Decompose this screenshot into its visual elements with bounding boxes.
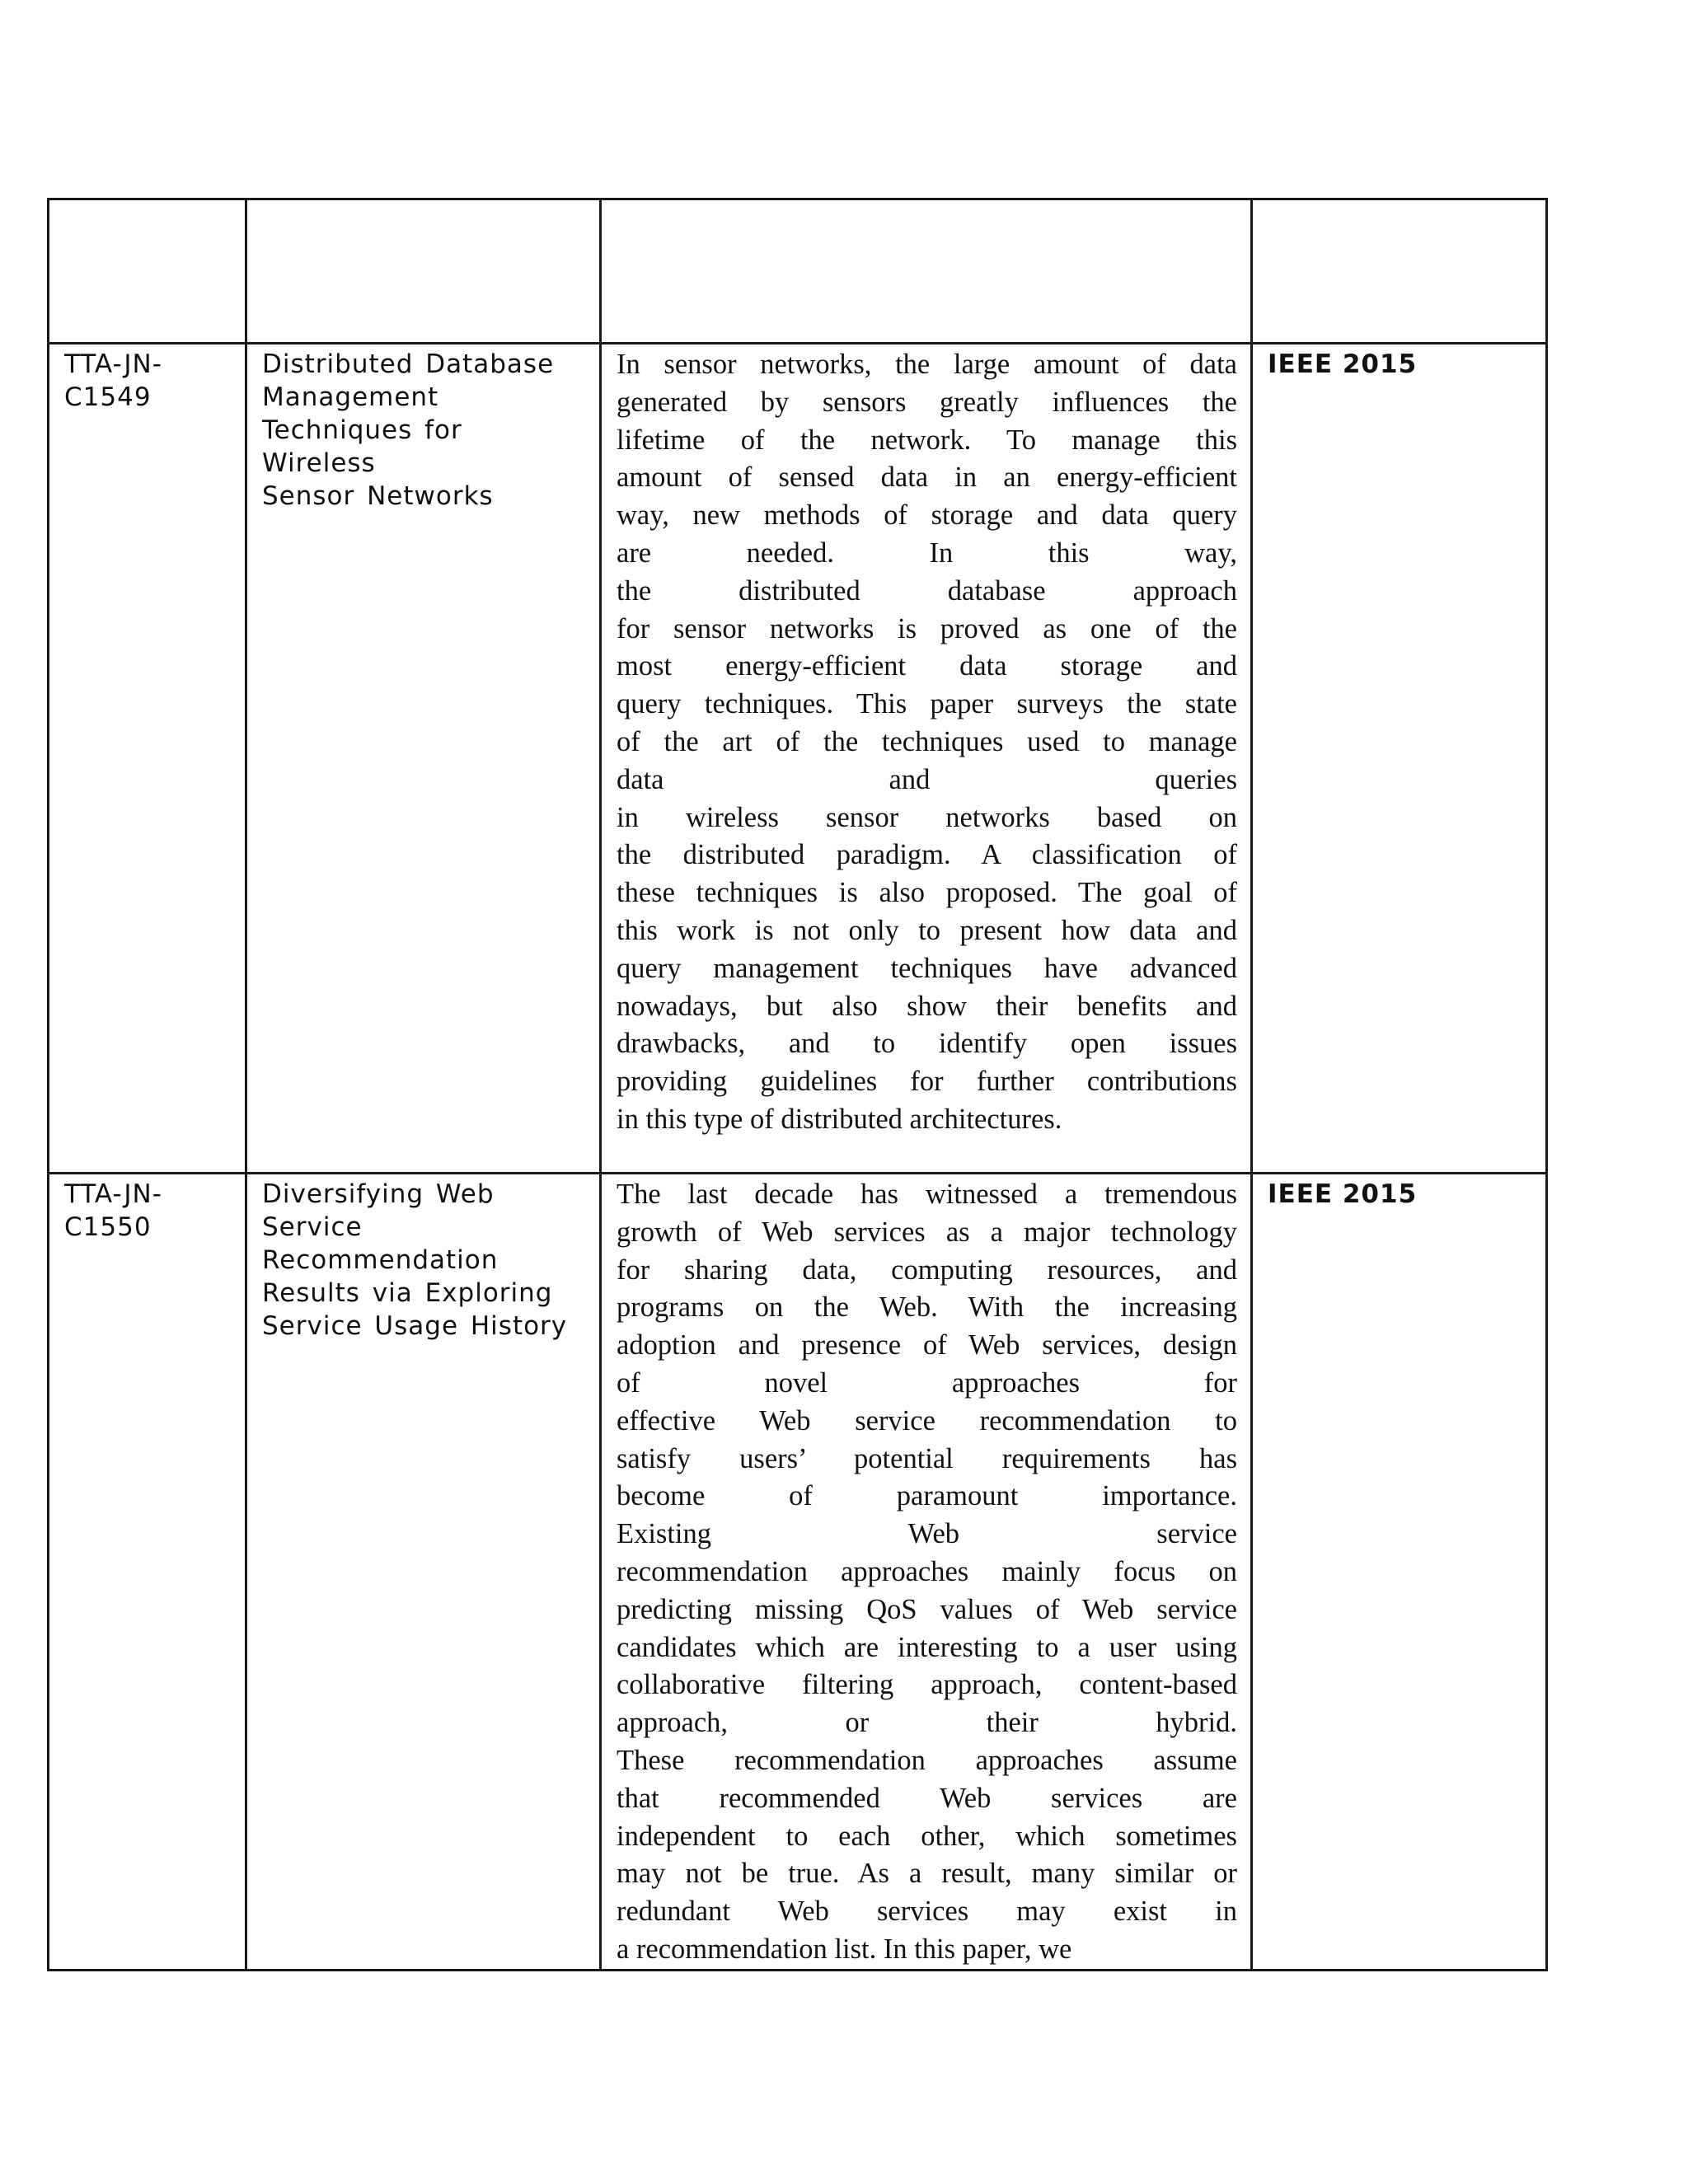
abstract-line: these techniques is also proposed. The goal of — [617, 877, 1237, 909]
blank-cell-source — [1252, 199, 1547, 344]
abstract-line: that recommended Web services are — [617, 1782, 1237, 1814]
project-id — [49, 344, 245, 414]
abstract-line: of the art of the techniques used to manage — [617, 725, 1237, 757]
blank-cell-title — [246, 199, 601, 344]
projects-table — [47, 198, 1548, 1971]
abstract-line: recommendation approaches mainly focus on — [617, 1555, 1237, 1587]
id-line: TTA-JN- — [64, 349, 162, 379]
project-title — [247, 1174, 599, 1343]
abstract-line: nowadays, but also show their benefits and — [617, 990, 1237, 1022]
abstract-line: In sensor networks, the large amount of data — [617, 349, 1237, 380]
abstract-line: query techniques. This paper surveys the state — [617, 688, 1237, 720]
project-title-cell — [246, 344, 601, 1174]
abstract-line: collaborative filtering approach, content-based — [617, 1669, 1237, 1701]
abstract-line: of novel approaches for — [617, 1366, 1237, 1399]
title-line: Management — [262, 382, 439, 412]
abstract-line: data and queries — [617, 763, 1237, 795]
project-id — [49, 1174, 245, 1244]
abstract-line: the distributed paradigm. A classification of — [617, 839, 1237, 871]
title-line: Distributed Database — [262, 349, 555, 379]
id-line: TTA-JN- — [64, 1179, 162, 1209]
project-abstract-cell — [601, 1174, 1252, 1971]
project-id-cell — [49, 344, 246, 1174]
title-line: Service Usage History — [262, 1311, 568, 1341]
abstract-line: amount of sensed data in an energy-efficient — [617, 462, 1237, 494]
abstract-line: programs on the Web. With the increasing — [617, 1291, 1237, 1324]
abstract-line: a recommendation list. In this paper, we — [617, 1933, 1072, 1965]
abstract-line: drawbacks, and to identify open issues — [617, 1028, 1237, 1060]
title-line: Recommendation — [262, 1245, 499, 1275]
abstract-line: in wireless sensor networks based on — [617, 801, 1237, 833]
project-source-cell — [1252, 1174, 1547, 1971]
abstract-line: this work is not only to present how data and — [617, 914, 1237, 946]
project-abstract-cell — [601, 344, 1252, 1174]
abstract-line: way, new methods of storage and data query — [617, 499, 1237, 532]
abstract-line: independent to each other, which sometimes — [617, 1820, 1237, 1852]
project-abstract — [602, 344, 1250, 1139]
abstract-line: are needed. In this way, — [617, 537, 1237, 569]
project-title-cell — [246, 1174, 601, 1971]
abstract-line: become of paramount importance. — [617, 1480, 1237, 1512]
abstract-line: most energy-efficient data storage and — [617, 650, 1237, 682]
abstract-line: query management techniques have advanced — [617, 952, 1237, 984]
title-line: Diversifying Web — [262, 1179, 495, 1209]
abstract-line: may not be true. As a result, many similar or — [617, 1858, 1237, 1890]
blank-cell-id — [49, 199, 246, 344]
abstract-line: generated by sensors greatly influences the — [617, 386, 1237, 418]
abstract-line: redundant Web services may exist in — [617, 1896, 1237, 1928]
abstract-line: These recommendation approaches assume — [617, 1744, 1237, 1776]
blank-cell-abstract — [601, 199, 1252, 344]
id-line: C1549 — [64, 382, 152, 412]
abstract-line: The last decade has witnessed a tremendous — [617, 1179, 1237, 1210]
abstract-line: lifetime of the network. To manage this — [617, 424, 1237, 456]
project-abstract — [602, 1174, 1250, 1969]
abstract-line: Existing Web service — [617, 1518, 1237, 1550]
abstract-line: for sensor networks is proved as one of the — [617, 612, 1237, 644]
blank-table-row — [49, 199, 1547, 344]
abstract-line: effective Web service recommendation to — [617, 1404, 1237, 1436]
project-source: IEEE 2015 — [1268, 1179, 1418, 1209]
abstract-line: adoption and presence of Web services, design — [617, 1329, 1237, 1361]
abstract-line: candidates which are interesting to a user using — [617, 1631, 1237, 1663]
project-source: IEEE 2015 — [1268, 349, 1418, 379]
abstract-line: approach, or their hybrid. — [617, 1707, 1237, 1739]
abstract-line: providing guidelines for further contributions — [617, 1066, 1237, 1098]
id-line: C1550 — [64, 1212, 152, 1242]
abstract-line: predicting missing QoS values of Web service — [617, 1593, 1237, 1625]
title-line: Sensor Networks — [262, 481, 494, 511]
abstract-line: for sharing data, computing resources, and — [617, 1254, 1237, 1286]
project-source-cell — [1252, 344, 1547, 1174]
abstract-line: growth of Web services as a major technology — [617, 1216, 1237, 1248]
project-id-cell — [49, 1174, 246, 1971]
table-row — [49, 1174, 1547, 1971]
abstract-line: the distributed database approach — [617, 574, 1237, 607]
title-line: Results via Exploring — [262, 1278, 553, 1308]
abstract-line: in this type of distributed architectures. — [617, 1103, 1062, 1135]
table-row — [49, 344, 1547, 1174]
title-line: Techniques for Wireless — [262, 415, 462, 478]
abstract-line: satisfy users’ potential requirements has — [617, 1442, 1237, 1474]
title-line: Service — [262, 1212, 363, 1242]
project-title — [247, 344, 599, 513]
